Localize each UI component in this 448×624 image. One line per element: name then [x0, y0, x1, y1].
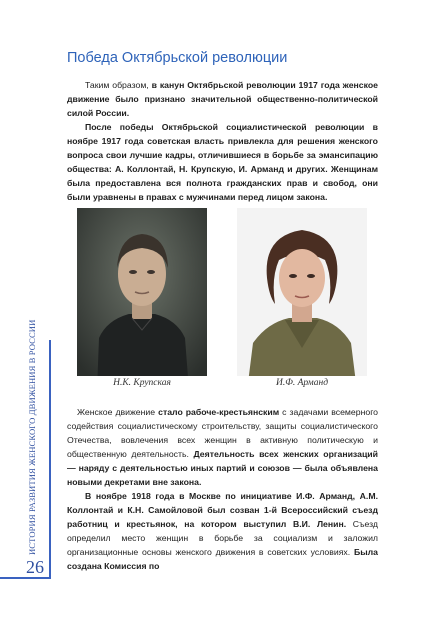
paragraph-3: Женское движение стало рабоче-крестьянским с задачами всемерного содействия социалистическому строительству, защиты социалистического Отечества, вовлечения всех женщин в активную политическую и общественную деятельность. Деятельность всех женских организаций — наряду с деятельностью иных партий и союзов — была объявлена новыми декретами вне закона. — [67, 407, 379, 487]
rule-vertical — [49, 340, 51, 579]
paragraph-2: После победы Октябрьской социалистической революции в ноябре 1917 года советская власть привлекла для решения женского вопроса свои лучшие кадры, отличившиеся в борьбе за эмансипацию общества: А. Коллонтай, Н. Крупскую, И. Арманд и других. Женщинам была предоставлена вся полнота гражданских прав и свобод, они были уравнены в правах с мужчинами перед лицом закона. — [67, 122, 378, 202]
photo-armand — [237, 208, 367, 391]
krupskaya-portrait-illustration — [77, 208, 207, 391]
paragraph-4: В ноябре 1918 года в Москве по инициативе И.Ф. Арманд, А.М. Коллонтай и К.Н. Самойловой был созван 1-й Всероссийский съезд работниц и крестьянок, на котором выступил В.И. Ленин. Съезд определил место женщин в борьбе за социализм и заложил организационные основы женского движения в советских условиях. Была создана Комиссия по — [67, 491, 378, 571]
caption-left: Н.К. Крупская — [77, 376, 207, 391]
page-number: 26 — [26, 557, 44, 577]
section-title: Победа Октябрьской революции — [67, 50, 288, 66]
photo-krupskaya — [77, 208, 207, 391]
armand-portrait-illustration — [237, 208, 367, 391]
caption-right: И.Ф. Арманд — [237, 376, 367, 391]
paragraph-1: Таким образом, в канун Октябрьской революции 1917 года женское движение было признано значительной общественно-политической силой России. — [67, 80, 378, 118]
running-head: ИСТОРИЯ РАЗВИТИЯ ЖЕНСКОГО ДВИЖЕНИЯ В РОССИИ — [27, 319, 37, 555]
